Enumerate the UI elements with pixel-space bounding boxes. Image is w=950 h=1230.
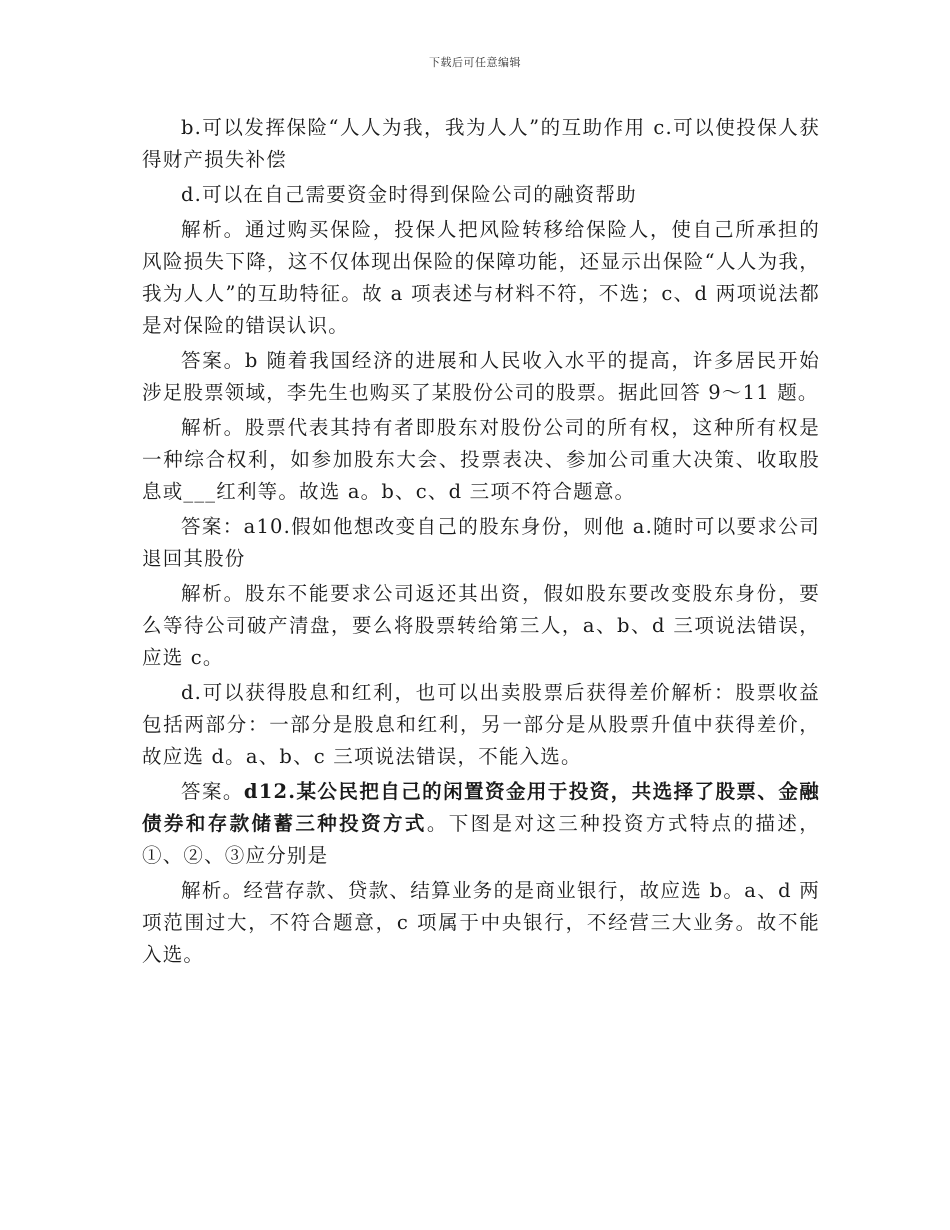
paragraph-option-d: d.可以在自己需要资金时得到保险公司的融资帮助 — [181, 183, 637, 206]
paragraph-analysis-shareholder: 解析。股东不能要求公司返还其出资，假如股东要改变股东身份，要么等待公司破产清盘，要么将股票转给第三人，a、b、d 三项说法错误，应选 c。 — [142, 582, 820, 669]
paragraph-analysis-ownership: 解析。股票代表其持有者即股东对股份公司的所有权，这种所有权是一种综合权利，如参加股东大会、投票表决、参加公司重大决策、收取股息或___红利等。故选 a。b、c、d 三项不符合题意。 — [142, 416, 820, 503]
answer-suffix: 。下图是对这三种投资方式特点的描述，①、②、③应分别是 — [142, 812, 820, 867]
paragraph-option-b-c: b.可以发挥保险“人人为我，我为人人”的互助作用 c.可以使投保人获得财产损失补偿 — [142, 116, 820, 171]
page-header: 下载后可任意编辑 — [429, 56, 521, 69]
paragraph-answer-b-stocks: 答案。b 随着我国经济的进展和人民收入水平的提高，许多居民开始涉足股票领域，李先生也购买了某股份公司的股票。据此回答 9～11 题。 — [142, 349, 820, 404]
document-body — [142, 112, 820, 971]
paragraph-option-d-dividends: d.可以获得股息和红利，也可以出卖股票后获得差价解析：股票收益包括两部分：一部分是股息和红利，另一部分是从股票升值中获得差价，故应选 d。a、b、c 三项说法错误，不能入选。 — [142, 681, 820, 768]
answer-prefix: 答案。 — [181, 780, 244, 803]
answer-bold-question: d12.某公民把自己的闲置资金用于投资，共选择了股票、金融债券和存款储蓄三种投资方式 — [142, 780, 820, 835]
paragraph-answer-a10: 答案：a10.假如他想改变自己的股东身份，则他 a.随时可以要求公司退回其股份 — [142, 515, 820, 570]
paragraph-analysis-bank: 解析。经营存款、贷款、结算业务的是商业银行，故应选 b。a、d 两项范围过大，不符合题意，c 项属于中央银行，不经营三大业务。故不能入选。 — [142, 879, 820, 966]
paragraph-analysis-insurance: 解析。通过购买保险，投保人把风险转移给保险人，使自己所承担的风险损失下降，这不仅体现出保险的保障功能，还显示出保险“人人为我，我为人人”的互助特征。故 a 项表述与材料不符，不选；c、d 两项说法都是对保险的错误认识。 — [142, 218, 820, 337]
paragraph-answer-d12 — [142, 776, 820, 872]
